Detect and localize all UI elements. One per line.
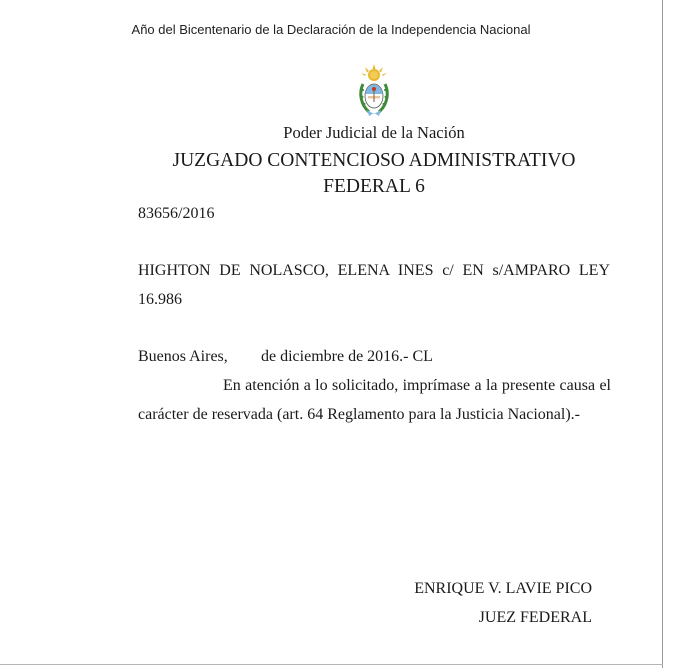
page-gutter xyxy=(663,0,680,668)
argentina-coat-of-arms-icon xyxy=(357,64,391,118)
court-name-line1: JUZGADO CONTENCIOSO ADMINISTRATIVO xyxy=(172,150,576,171)
place: Buenos Aires, xyxy=(138,348,228,365)
resolution-body: En atención a lo solicitado, imprímase a la presente causa el carácter de reservada (art. 64 Reglamento para la Justicia Nacional).- xyxy=(138,377,611,423)
date: de diciembre de 2016.- CL xyxy=(261,348,433,365)
case-title-line2: 16.986 xyxy=(138,291,182,308)
expediente-number: 83656/2016 xyxy=(138,205,215,222)
signature-name: ENRIQUE V. LAVIE PICO xyxy=(414,580,592,597)
year-motto: Año del Bicentenario de la Declaración de la Independencia Nacional xyxy=(131,22,531,37)
signature-title: JUEZ FEDERAL xyxy=(478,609,592,626)
page-bottom-border xyxy=(0,664,663,665)
court-name-line2: FEDERAL 6 xyxy=(323,176,425,197)
organization-name: Poder Judicial de la Nación xyxy=(283,123,465,142)
case-title-line1: HIGHTON DE NOLASCO, ELENA INES c/ EN s/AMPARO LEY xyxy=(138,262,610,279)
